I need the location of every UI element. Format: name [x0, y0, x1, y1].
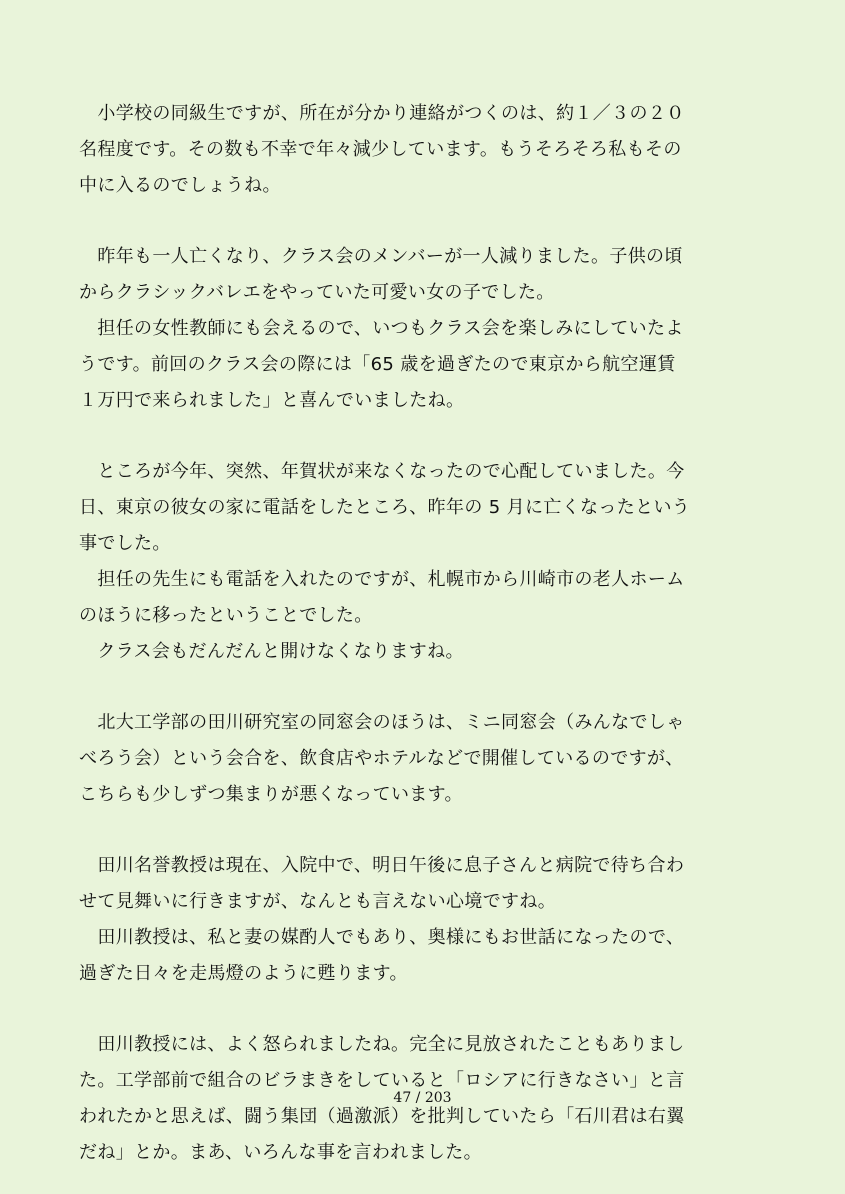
paragraph-gap — [79, 670, 739, 705]
text-line: １万円で来られました」と喜んでいましたね。 — [79, 390, 465, 411]
text-line: 過ぎた日々を走馬燈のように甦ります。 — [79, 963, 408, 984]
paragraph — [79, 454, 739, 670]
text-line: からクラシックバレエをやっていた可愛い女の子でした。 — [79, 282, 555, 303]
text-line: 田川教授は、私と妻の媒酌人でもあり、奥様にもお世話になったので、 — [79, 927, 685, 948]
text-line: 日、東京の彼女の家に電話をしたところ、昨年の 5 月に亡くなったという — [79, 497, 691, 518]
text-line: 昨年も一人亡くなり、クラス会のメンバーが一人減りました。子供の頃 — [79, 246, 683, 267]
text-line: 田川名誉教授は現在、入院中で、明日午後に息子さんと病院で待ち合わ — [79, 855, 685, 876]
text-line: た。工学部前で組合のビラまきをしていると「ロシアに行きなさい」と言 — [79, 1070, 685, 1091]
text-line: 北大工学部の田川研究室の同窓会のほうは、ミニ同窓会（みんなでしゃ — [79, 712, 685, 733]
page-number: 47 / 203 — [393, 1090, 452, 1106]
body-text — [79, 96, 739, 1171]
text-line: 事でした。 — [79, 533, 171, 554]
paragraph — [79, 848, 739, 992]
text-line: せて見舞いに行きますが、なんとも言えない心境ですね。 — [79, 891, 557, 912]
text-line: 担任の先生にも電話を入れたのですが、札幌市から川崎市の老人ホーム — [79, 569, 685, 590]
text-line: だね」とか。まあ、いろんな事を言われました。 — [79, 1142, 482, 1163]
paragraph-gap — [79, 204, 739, 239]
text-line: べろう会）という会合を、飲食店やホテルなどで開催しているのですが、 — [79, 748, 684, 769]
paragraph-gap — [79, 813, 739, 848]
text-line: のほうに移ったということでした。 — [79, 605, 373, 626]
text-line: 名程度です。その数も不幸で年々減少しています。もうそろそろ私もその — [79, 139, 682, 160]
paragraph — [79, 239, 739, 419]
text-line: うです。前回のクラス会の際には「65 歳を過ぎたので東京から航空運賃 — [79, 354, 676, 375]
text-line: ところが今年、突然、年賀状が来なくなったので心配していました。今 — [79, 461, 685, 482]
text-line: 田川教授には、よく怒られましたね。完全に見放されたこともありまし — [79, 1034, 685, 1055]
text-line: 中に入るのでしょうね。 — [79, 175, 281, 196]
paragraph — [79, 96, 739, 204]
text-line: 担任の女性教師にも会えるので、いつもクラス会を楽しみにしていたよ — [79, 318, 684, 339]
text-line: クラス会もだんだんと開けなくなりますね。 — [79, 641, 464, 662]
paragraph-gap — [79, 419, 739, 454]
text-line: 小学校の同級生ですが、所在が分かり連絡がつくのは、約１／３の２０ — [79, 103, 685, 124]
text-line: われたかと思えば、闘う集団（過激派）を批判していたら「石川君は右翼 — [79, 1106, 685, 1127]
paragraph-gap — [79, 992, 739, 1027]
paragraph — [79, 705, 739, 813]
text-line: こちらも少しずつ集まりが悪くなっています。 — [79, 784, 463, 805]
